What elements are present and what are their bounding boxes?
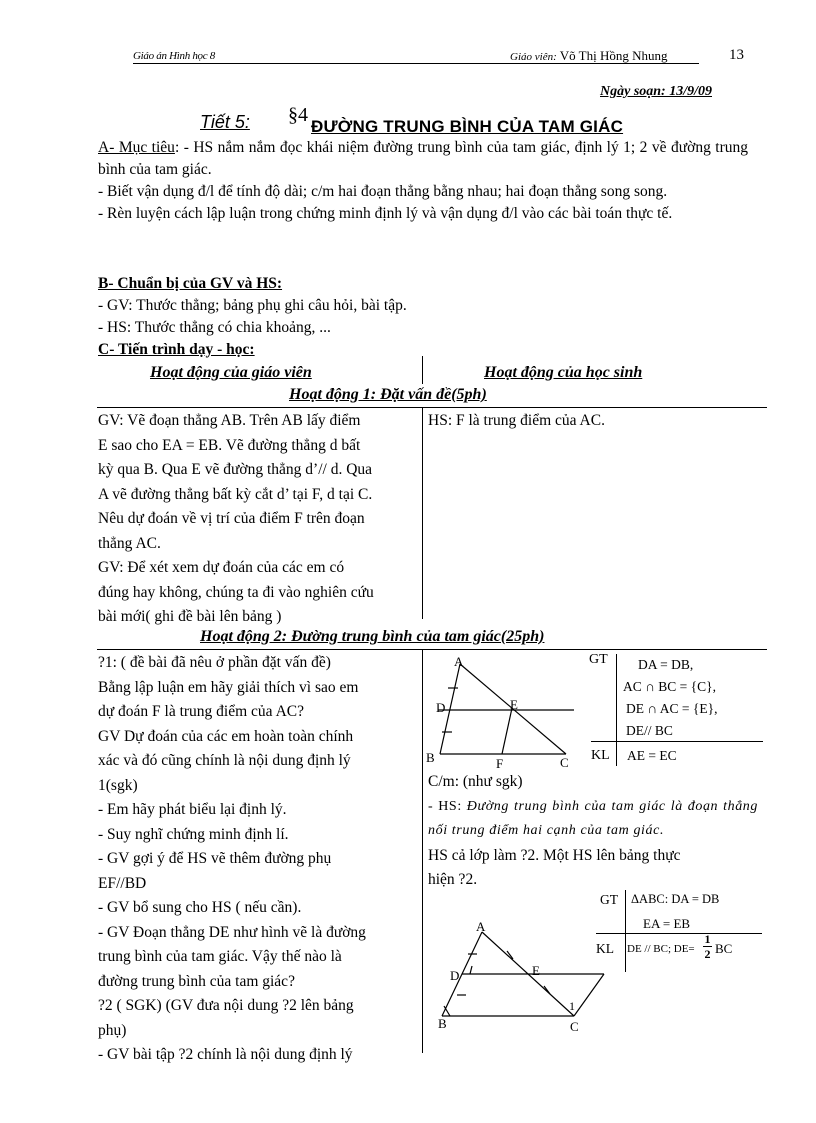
kl2-conclusion: DE // BC; DE=: [627, 943, 695, 955]
fig2-label-e: E: [532, 963, 540, 978]
teacher-name: Võ Thị Hồng Nhung: [559, 48, 668, 63]
a2-line: - GV bài tập ?2 chính là nội dung định lý: [98, 1046, 353, 1063]
gt-conditions: [623, 654, 717, 742]
a1-line: A vẽ đường thẳng bất kỳ cắt d’ tại F, d tại C.: [98, 485, 373, 503]
preparation: [98, 273, 748, 361]
q2-line-1: HS cả lớp làm ?2. Một HS lên bảng thực: [428, 846, 681, 864]
kl-conclusion: AE = EC: [627, 748, 677, 763]
fig1-label-b: B: [426, 750, 435, 765]
gt-line: DE// BC: [626, 723, 673, 738]
process-heading: C- Tiến trình dạy - học:: [98, 341, 255, 358]
a1-line: E sao cho EA = EB. Vẽ đường thẳng d bất: [98, 436, 361, 454]
date: Ngày soạn: 13/9/09: [600, 84, 712, 99]
definition-prefix: - HS:: [428, 798, 462, 814]
gt-line: AC ∩ BC = {C},: [623, 679, 716, 694]
fig1-label-f: F: [496, 756, 504, 771]
fig1-line-ef: [502, 708, 512, 754]
gt2-kl2-vertical: [625, 890, 626, 972]
a2-line: ?1: ( đề bài đã nêu ở phần đặt vấn đề): [98, 654, 331, 671]
definition: [428, 795, 758, 844]
a1-line: GV: Để xét xem dự đoán của các em có: [98, 559, 345, 576]
a2-line: Bằng lập luận em hãy giải thích vì sao em: [98, 678, 359, 696]
a2-line: - GV gợi ý để HS vẽ thêm đường phụ: [98, 850, 332, 867]
a2-line: EF//BD: [98, 874, 147, 892]
fig2-label-d: D: [450, 968, 460, 983]
a2-line: phụ): [98, 1021, 127, 1039]
a2-line: đường trung bình của tam giác?: [98, 972, 295, 990]
table-divider-a1: [422, 407, 423, 619]
activity1-rule: [97, 407, 767, 408]
activity2-teacher: [98, 651, 416, 1068]
a1-line: Nêu dự đoán về vị trí của điểm F trên đoạn: [98, 510, 365, 527]
preparation-hs: - HS: Thước thẳng có chia khoảng, ...: [98, 319, 331, 336]
col-student-heading: Hoạt động của học sinh: [484, 364, 643, 381]
definition-text: Đường trung bình của tam giác là đoạn thẳng nối trung điểm hai cạnh của tam giác.: [428, 798, 758, 838]
kl2-fraction-num: 1: [704, 932, 711, 946]
activity1-student: HS: F là trung điểm của AC.: [428, 412, 605, 429]
page-title: ĐƯỜNG TRUNG BÌNH CỦA TAM GIÁC: [311, 117, 624, 136]
activity1-teacher: [98, 409, 416, 630]
objectives-heading: A- Mục tiêu: [98, 139, 175, 156]
activity2-rule: [97, 649, 767, 650]
page-number: 13: [729, 47, 744, 63]
preparation-gv: - GV: Thước thẳng; bảng phụ ghi câu hỏi, bài tập.: [98, 297, 407, 314]
fig1-label-a: A: [454, 654, 464, 669]
a2-line: xác và đó cũng chính là nội dung định lý: [98, 752, 351, 769]
header-teacher: [510, 48, 667, 64]
kl2-fraction-den: 2: [704, 947, 711, 961]
header-left: Giáo án Hình học 8: [133, 50, 215, 62]
gt-line: DE ∩ AC = {E},: [626, 701, 718, 716]
table-divider-top: [422, 356, 423, 384]
kl2-fraction: [703, 932, 712, 961]
teacher-label: Giáo viên:: [510, 51, 557, 63]
a2-line: dự đoán F là trung điểm của AC?: [98, 703, 304, 720]
gt2-kl2-horizontal: [596, 933, 762, 934]
kl2-tail: BC: [715, 941, 733, 956]
fig2-label-b: B: [438, 1016, 447, 1031]
a2-line: ?2 ( SGK) (GV đưa nội dung ?2 lên bảng: [98, 997, 354, 1014]
gt-line: DA = DB,: [638, 657, 694, 672]
preparation-heading: B- Chuẩn bị của GV và HS:: [98, 275, 283, 292]
a1-line: bài mới( ghi đề bài lên bảng ): [98, 608, 282, 625]
a2-line: GV Dự đoán của các em hoàn toàn chính: [98, 727, 354, 745]
gt-label: GT: [589, 652, 608, 667]
fig2-angle-d: [470, 966, 472, 974]
a2-line: 1(sgk): [98, 776, 138, 794]
activity2-student: [428, 770, 758, 893]
lesson-number: Tiết 5:: [200, 112, 250, 132]
fig2-label-c: C: [570, 1019, 579, 1034]
fig1-label-d: D: [436, 700, 446, 715]
a1-line: GV: Vẽ đoạn thẳng AB. Trên AB lấy điểm: [98, 412, 361, 429]
fig1-label-e: E: [510, 697, 518, 712]
a1-line: kỳ qua B. Qua E vẽ đường thẳng d’// d. Qua: [98, 461, 373, 478]
a1-line: thẳng AC.: [98, 534, 161, 552]
a2-line: trung bình của tam giác. Vậy thế nào là: [98, 948, 342, 965]
objective-1: : - HS nắm nắm đọc khái niệm đường trung bình của tam giác, định lý 1; 2 về đường trung bình của tam giác.: [98, 139, 749, 178]
fig1-label-c: C: [560, 755, 569, 770]
fig2-side-fc: [574, 974, 604, 1016]
activity1-title: Hoạt động 1: Đặt vấn đề(5ph): [289, 386, 487, 403]
gt2-label: GT: [600, 892, 618, 907]
gt2-condition-b: EA = EB: [643, 916, 691, 931]
col-teacher-heading: Hoạt động của giáo viên: [150, 364, 312, 381]
kl2-label: KL: [596, 941, 614, 956]
a2-line: - Suy nghĩ chứng minh định lí.: [98, 825, 289, 843]
figure-2: [432, 918, 617, 1040]
q2-line-2: hiện ?2.: [428, 871, 478, 888]
a2-line: - GV bổ sung cho HS ( nếu cần).: [98, 899, 302, 916]
activity2-title: Hoạt động 2: Đường trung bình của tam giác(25ph): [200, 628, 545, 645]
a2-line: - Em hãy phát biểu lại định lý.: [98, 801, 287, 818]
gt-kl-vertical: [616, 654, 617, 766]
table-divider-a2: [422, 649, 423, 1053]
gt2-condition: ΔABC: DA = DB: [631, 892, 720, 906]
objective-2: - Biết vận dụng đ/l để tính độ dài; c/m hai đoạn thẳng bằng nhau; hai đoạn thẳng song song.: [98, 183, 668, 200]
proof-note: C/m: (như sgk): [428, 773, 523, 790]
a2-line: - GV Đoạn thẳng DE như hình vẽ là đường: [98, 923, 366, 941]
objective-3: - Rèn luyện cách lập luận trong chứng minh định lý và vận dụng đ/l vào các bài toán thực tế.: [98, 205, 673, 222]
kl-label: KL: [591, 748, 610, 763]
fig2-label-a: A: [476, 919, 486, 934]
fig2-label-angle-1: 1: [569, 999, 575, 1013]
section-mark: §4: [288, 104, 308, 126]
a1-line: đúng hay không, chúng ta đi vào nghiên cứu: [98, 583, 374, 601]
objectives: [98, 137, 748, 225]
figure-1: [424, 652, 594, 772]
